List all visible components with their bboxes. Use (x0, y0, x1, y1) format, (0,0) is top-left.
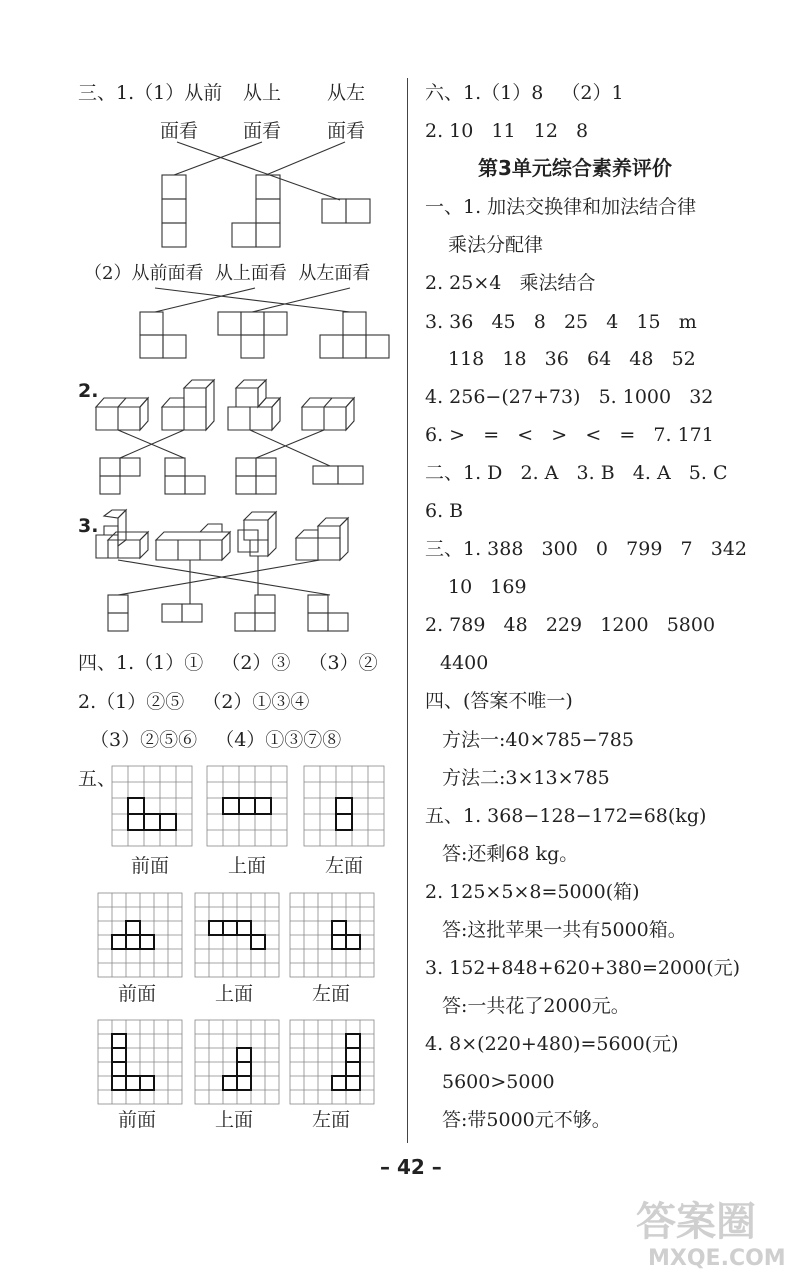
q2-lines (118, 430, 330, 466)
grid-4 (98, 893, 182, 977)
grid-2 (207, 766, 287, 846)
grid-label: 前面 (131, 855, 170, 877)
p5-q4: 4. 8×(220+480)=5600(元) (425, 1033, 679, 1055)
p5-q3: 3. 152+848+620+380=2000(元) (425, 957, 741, 979)
grid-6 (290, 893, 374, 977)
page-number: – 42 – (380, 1155, 442, 1179)
grid-label: 前面 (118, 983, 157, 1005)
q1-part1-lines (174, 142, 345, 200)
s4-q1: 四、1.（1）① （2）③ （3）② (78, 652, 378, 674)
s3-q1-view1: 面看 (160, 120, 199, 142)
p5-q2: 2. 125×5×8=5000(箱) (425, 881, 640, 903)
p1-q4: 4. 256−(27+73) 5. 1000 32 (425, 386, 714, 408)
p5-q2-answer: 答:这批苹果一共有5000箱。 (442, 919, 687, 941)
s3-q1-view3: 面看 (327, 120, 366, 142)
s3-q2-label: 2. (78, 380, 99, 402)
grid-label: 上面 (228, 855, 267, 877)
p5-q1-answer: 答:还剩68 kg。 (442, 843, 579, 865)
grid-3 (304, 766, 384, 846)
p3-q1-b: 10 169 (448, 576, 527, 598)
column-divider (407, 78, 408, 1143)
q3-3d-figures (96, 510, 348, 560)
s3-q1-part1: 三、1.（1）从前 (78, 82, 223, 104)
p4-method2: 方法二:3×13×785 (442, 767, 610, 789)
p2-b: 6. B (425, 500, 464, 522)
s3-q1-from-left: 从左 (327, 82, 366, 104)
p5-q4-answer: 答:带5000元不够。 (442, 1109, 611, 1131)
p1-q3-b: 118 18 36 64 48 52 (448, 348, 696, 370)
s3-q1-from-up: 从上 (243, 82, 282, 104)
p5-q3-answer: 答:一共花了2000元。 (442, 995, 630, 1017)
p3-q2-a: 2. 789 48 229 1200 5800 (425, 614, 716, 636)
s4-q2-a: 2.（1）②⑤ （2）①③④ (78, 691, 310, 713)
q1-part1-shapes (162, 175, 370, 247)
grid-label: 左面 (312, 983, 351, 1005)
s4-q2-b: （3）②⑤⑥ （4）①③⑦⑧ (90, 729, 342, 751)
q3-lines (118, 556, 330, 604)
s5-label: 五、 (78, 768, 117, 790)
unit-title: 第3单元综合素养评价 (478, 156, 672, 180)
grid-label: 前面 (118, 1109, 157, 1131)
grid-label: 上面 (215, 1109, 254, 1131)
p4-head: 四、(答案不唯一) (425, 690, 573, 712)
p1-q6: 6. > = < > < = 7. 171 (425, 424, 714, 446)
grid-5 (195, 893, 279, 977)
q3-views (108, 595, 348, 631)
p1-q1-a: 一、1. 加法交换律和加法结合律 (425, 196, 697, 218)
p3-q1-a: 三、1. 388 300 0 799 7 342 (425, 538, 747, 560)
s3-q1-view2: 面看 (243, 120, 282, 142)
s3-q3-label: 3. (78, 515, 99, 537)
q1-part2-shapes (140, 312, 389, 358)
s3-q1-part2: （2）从前面看 从上面看 从左面看 (84, 263, 371, 284)
grid-label: 上面 (215, 983, 254, 1005)
watermark-url: MXQE.COM (648, 1246, 786, 1271)
watermark-logo: 答案圈 (636, 1199, 756, 1245)
q1-part2-lines (155, 288, 350, 312)
p5-q1: 五、1. 368−128−172=68(kg) (425, 805, 707, 827)
p4-method1: 方法一:40×785−785 (442, 729, 634, 751)
q2-3d-figures (96, 380, 354, 430)
s6-q1: 六、1.（1）8 （2）1 (425, 82, 624, 104)
p5-q4-compare: 5600>5000 (442, 1071, 555, 1093)
p1-q1-b: 乘法分配律 (448, 234, 544, 256)
grid-7 (98, 1020, 182, 1104)
grid-1 (112, 766, 192, 846)
grid-label: 左面 (312, 1109, 351, 1131)
p3-q2-b: 4400 (440, 652, 489, 674)
s6-q2: 2. 10 11 12 8 (425, 120, 589, 142)
grid-label: 左面 (325, 855, 364, 877)
p1-q3-a: 3. 36 45 8 25 4 15 m (425, 311, 697, 333)
p2-a: 二、1. D 2. A 3. B 4. A 5. C (425, 462, 728, 484)
grid-8 (195, 1020, 279, 1104)
grid-9 (290, 1020, 374, 1104)
p1-q2: 2. 25×4 乘法结合 (425, 272, 596, 294)
